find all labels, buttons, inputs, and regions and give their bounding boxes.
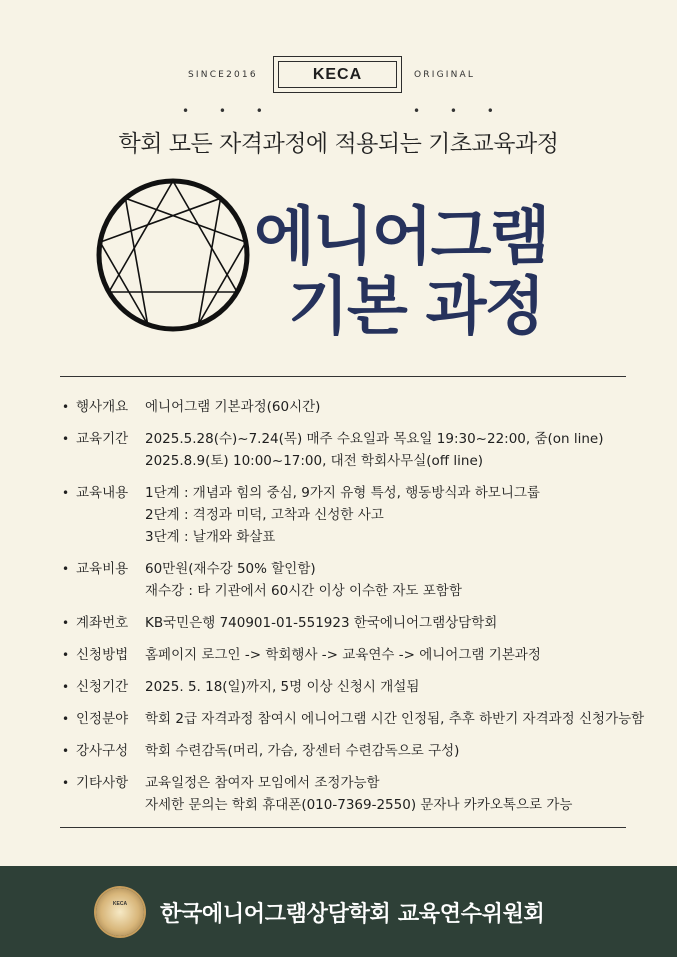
info-label: 강사구성 [76, 743, 129, 759]
info-value: 2단계 : 격정과 미덕, 고착과 신성한 사고 [145, 507, 384, 523]
info-value: 3단계 : 날개와 화살표 [145, 529, 276, 545]
keca-badge-text: KECA [278, 61, 397, 88]
info-values [145, 482, 662, 548]
info-label: 계좌번호 [76, 615, 129, 631]
info-value: KB국민은행 740901-01-551923 한국에니어그램상담학회 [145, 615, 498, 631]
info-label: 행사개요 [76, 399, 129, 415]
dots-left: • • • [182, 104, 276, 118]
info-value: 학회 2급 자격과정 참여시 에니어그램 시간 인정됨, 추후 하반기 자격과정 신청가능함 [145, 711, 645, 727]
info-value: 에니어그램 기본과정(60시간) [145, 399, 321, 415]
bullet-icon: • [62, 400, 70, 414]
info-row [62, 708, 662, 730]
divider-top [60, 376, 626, 377]
info-value: 교육일정은 참여자 모임에서 조정가능함 [145, 775, 380, 791]
info-value: 학회 수련감독(머리, 가슴, 장센터 수련감독으로 구성) [145, 743, 460, 759]
info-row [62, 644, 662, 666]
info-value: 2025.5.28(수)~7.24(목) 매주 수요일과 목요일 19:30~22:00, 줌(on line) [145, 431, 604, 447]
bullet-icon: • [62, 776, 70, 790]
footer-organization: 한국에니어그램상담학회 교육연수위원회 [160, 902, 545, 927]
info-values [145, 396, 662, 418]
bullet-icon: • [62, 432, 70, 446]
info-row [62, 482, 662, 548]
info-values [145, 428, 662, 472]
info-row [62, 772, 662, 816]
keca-badge [273, 56, 402, 93]
info-value: 1단계 : 개념과 힘의 중심, 9가지 유형 특성, 행동방식과 하모니그룹 [145, 485, 540, 501]
info-label: 교육기간 [76, 431, 129, 447]
main-title-line2: 기본 과정 [288, 270, 544, 343]
bullet-icon: • [62, 648, 70, 662]
info-value: 재수강 : 타 기관에서 60시간 이상 이수한 자도 포함함 [145, 583, 462, 599]
info-row [62, 428, 662, 472]
info-value: 홈페이지 로그인 -> 학회행사 -> 교육연수 -> 에니어그램 기본과정 [145, 647, 541, 663]
info-values [145, 644, 662, 666]
info-row [62, 676, 662, 698]
info-label: 신청방법 [76, 647, 129, 663]
bullet-icon: • [62, 616, 70, 630]
info-values [145, 612, 662, 634]
enneagram-symbol-icon [96, 178, 250, 332]
info-list [62, 396, 662, 826]
info-values [145, 740, 662, 762]
info-value: 2025. 5. 18(일)까지, 5명 이상 신청시 개설됨 [145, 679, 420, 695]
header-row [0, 56, 677, 96]
info-label: 인정분야 [76, 711, 129, 727]
original-label: ORIGINAL [414, 70, 476, 80]
footer-bar [0, 866, 677, 957]
bullet-icon: • [62, 744, 70, 758]
info-label: 기타사항 [76, 775, 129, 791]
info-values [145, 558, 662, 602]
since-label: SINCE2016 [188, 70, 258, 80]
info-label: 교육내용 [76, 485, 129, 501]
info-value: 자세한 문의는 학회 휴대폰(010-7369-2550) 문자나 카카오톡으로 가능 [145, 797, 573, 813]
bullet-icon: • [62, 562, 70, 576]
society-logo-text: KECA [112, 901, 128, 907]
info-value: 2025.8.9(토) 10:00~17:00, 대전 학회사무실(off line) [145, 453, 484, 469]
info-values [145, 772, 662, 816]
bullet-icon: • [62, 680, 70, 694]
main-title-line1: 에니어그램 [254, 200, 549, 273]
info-values [145, 676, 662, 698]
dots-right: • • • [413, 104, 507, 118]
info-row [62, 612, 662, 634]
info-row [62, 558, 662, 602]
subtitle: 학회 모든 자격과정에 적용되는 기초교육과정 [118, 131, 559, 157]
info-row [62, 396, 662, 418]
divider-bottom [60, 827, 626, 828]
info-value: 60만원(재수강 50% 할인함) [145, 561, 316, 577]
society-logo [96, 888, 144, 936]
info-label: 신청기간 [76, 679, 129, 695]
bullet-icon: • [62, 486, 70, 500]
bullet-icon: • [62, 712, 70, 726]
info-values [145, 708, 662, 730]
info-row [62, 740, 662, 762]
info-label: 교육비용 [76, 561, 129, 577]
